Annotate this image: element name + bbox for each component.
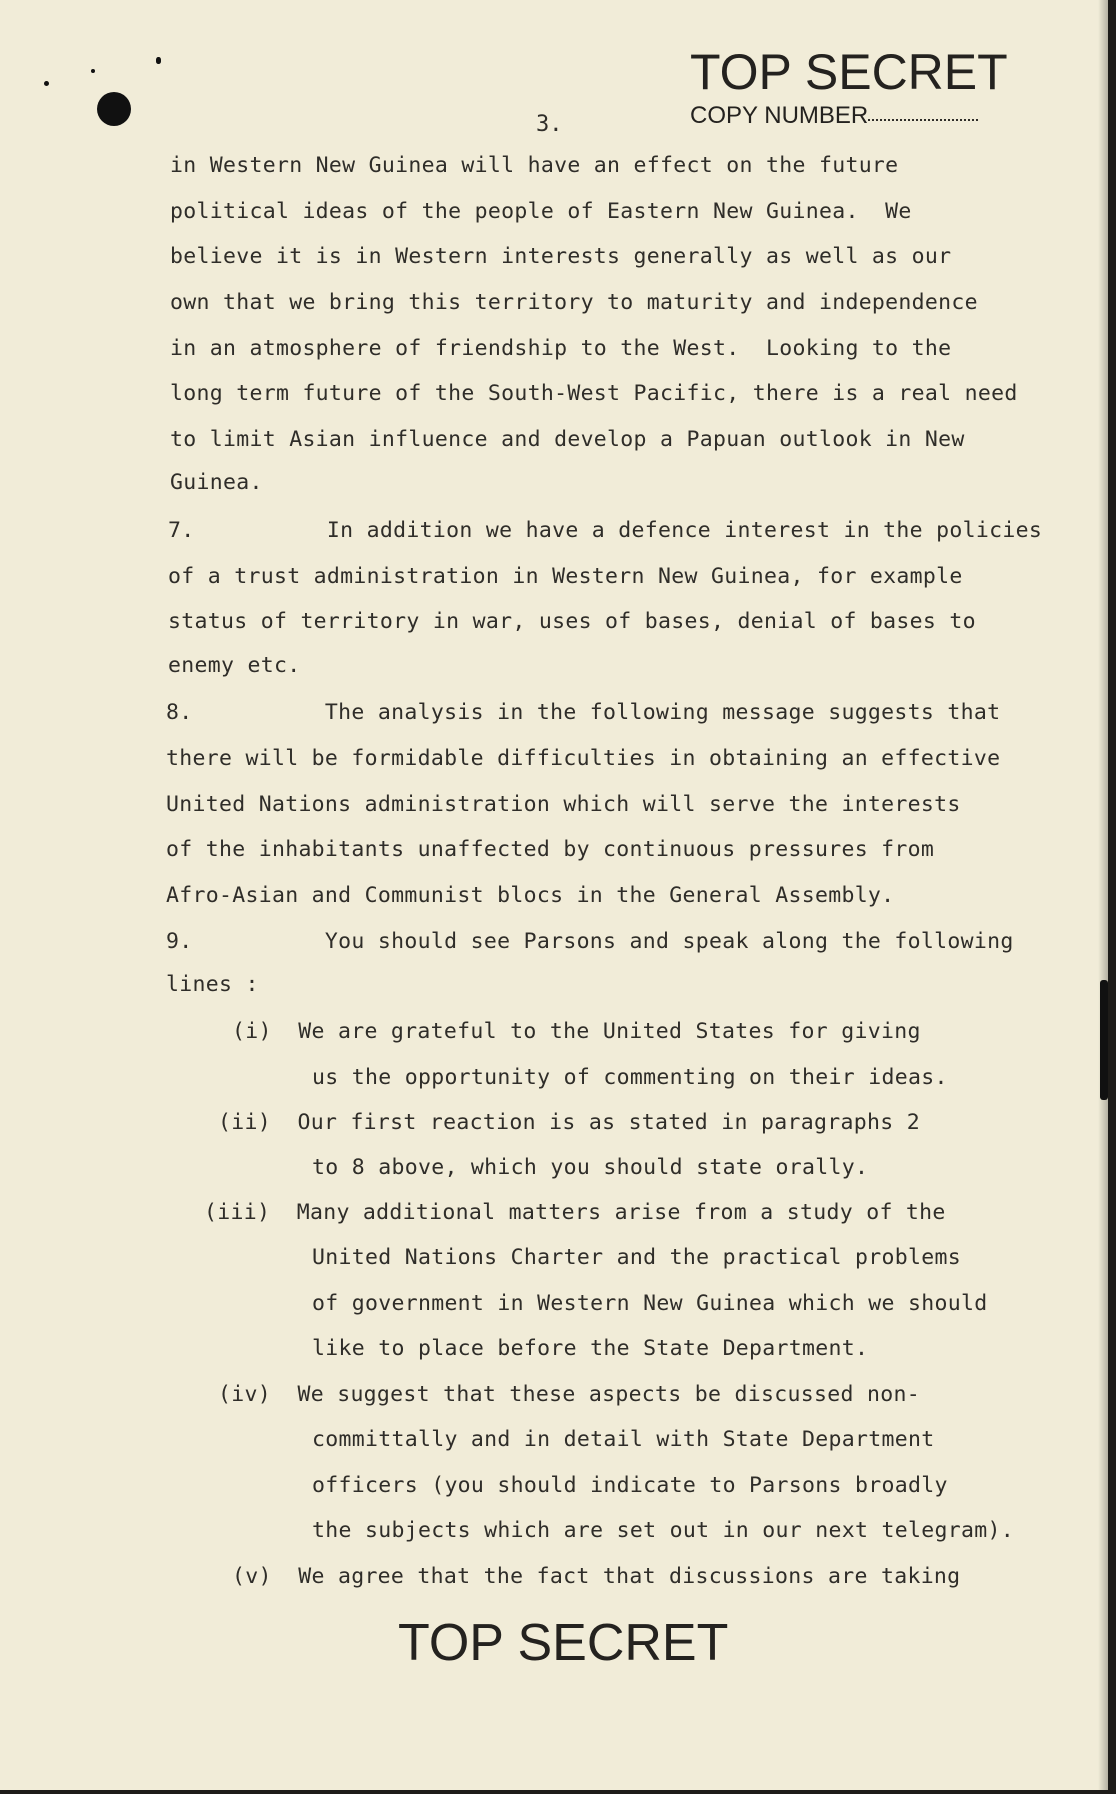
paragraph-7-line: 7. In addition we have a defence interest in the policies bbox=[168, 518, 1043, 543]
margin-mark bbox=[1100, 980, 1108, 1100]
copy-number-blank bbox=[868, 118, 978, 121]
list-item-continuation: to 8 above, which you should state orally. bbox=[312, 1155, 869, 1180]
page-edge-shadow bbox=[1098, 0, 1108, 1790]
copy-number-label: COPY NUMBER bbox=[690, 102, 869, 129]
paragraph-9-line: 9. You should see Parsons and speak along the following bbox=[166, 929, 1014, 954]
list-item-continuation: of government in Western New Guinea which we should bbox=[312, 1291, 988, 1316]
body-line: to limit Asian influence and develop a Papuan outlook in New bbox=[170, 427, 965, 452]
body-line: own that we bring this territory to maturity and independence bbox=[170, 290, 978, 315]
list-item-iii: (iii) Many additional matters arise from a study of the bbox=[204, 1200, 946, 1225]
body-line: United Nations administration which will serve the interests bbox=[166, 792, 961, 817]
body-line: enemy etc. bbox=[168, 653, 301, 678]
speck-mark bbox=[156, 57, 161, 64]
classification-stamp-top: TOP SECRET bbox=[690, 44, 1008, 100]
body-line: in Western New Guinea will have an effect on the future bbox=[170, 153, 899, 178]
body-line: status of territory in war, uses of bases, denial of bases to bbox=[168, 609, 976, 634]
list-item-continuation: us the opportunity of commenting on their ideas. bbox=[312, 1065, 948, 1090]
list-item-continuation: the subjects which are set out in our next telegram). bbox=[312, 1518, 1014, 1543]
speck-mark bbox=[91, 69, 95, 73]
body-line: in an atmosphere of friendship to the West. Looking to the bbox=[170, 336, 952, 361]
body-line: long term future of the South-West Pacific, there is a real need bbox=[170, 381, 1018, 406]
body-line: Afro-Asian and Communist blocs in the General Assembly. bbox=[166, 883, 895, 908]
list-item-iv: (iv) We suggest that these aspects be discussed non- bbox=[218, 1382, 920, 1407]
list-item-v: (v) We agree that the fact that discussions are taking bbox=[232, 1564, 961, 1589]
speck-mark bbox=[44, 81, 49, 86]
body-line: believe it is in Western interests generally as well as our bbox=[170, 244, 952, 269]
classification-stamp-bottom: TOP SECRET bbox=[398, 1614, 729, 1672]
list-item-continuation: like to place before the State Department. bbox=[312, 1336, 869, 1361]
punch-hole-mark bbox=[97, 92, 131, 126]
list-item-continuation: United Nations Charter and the practical problems bbox=[312, 1245, 961, 1270]
list-item-continuation: committally and in detail with State Department bbox=[312, 1427, 935, 1452]
body-line: of the inhabitants unaffected by continuous pressures from bbox=[166, 837, 935, 862]
list-item-ii: (ii) Our first reaction is as stated in paragraphs 2 bbox=[218, 1110, 920, 1135]
copy-number-field bbox=[690, 102, 978, 130]
body-line: Guinea. bbox=[170, 470, 263, 495]
body-line: there will be formidable difficulties in obtaining an effective bbox=[166, 746, 1001, 771]
body-line: political ideas of the people of Eastern New Guinea. We bbox=[170, 199, 912, 224]
body-line: of a trust administration in Western New Guinea, for example bbox=[168, 564, 963, 589]
page-number: 3. bbox=[536, 112, 563, 137]
paragraph-8-line: 8. The analysis in the following message suggests that bbox=[166, 700, 1001, 725]
body-line: lines : bbox=[166, 972, 259, 997]
list-item-i: (i) We are grateful to the United States for giving bbox=[232, 1019, 921, 1044]
list-item-continuation: officers (you should indicate to Parsons broadly bbox=[312, 1473, 948, 1498]
